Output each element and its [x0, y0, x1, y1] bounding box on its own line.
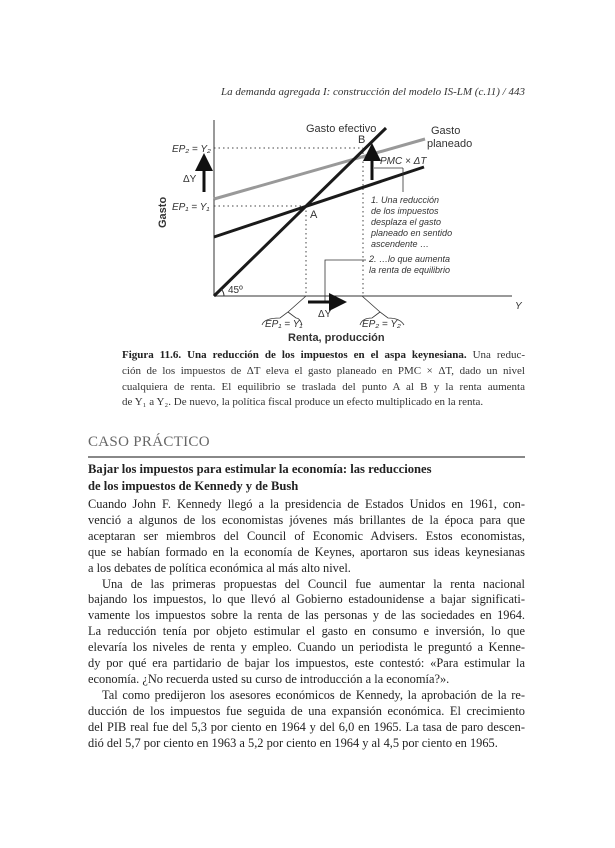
paragraph-2-line: economía. ¿No recuerda usted su curso de introducción a la economía?».	[88, 671, 450, 686]
paragraph-1-line: a los debates de política económica al más alto nivel.	[88, 560, 351, 575]
note2-line: la renta de equilibrio	[369, 265, 451, 275]
case-study-title: CASO PRÁCTICO	[88, 434, 210, 450]
actual-expenditure-label: Gasto efectivo	[306, 123, 377, 135]
note1-line: planeado en sentido	[371, 228, 453, 238]
body-text	[88, 497, 525, 752]
paragraph-2-line: La reducción tenía por objeto estimular el gasto en consumo e inversión, lo que	[88, 624, 525, 639]
paragraph-2-line: bajando los impuestos, lo que llevó al Gobierno estadounidense a bajar significati-	[88, 592, 525, 607]
note1-line: desplaza el gasto	[371, 217, 442, 227]
paragraph-3-line: del PIB real fue del 5,3 por ciento en 1964 y del 6,0 en 1965. La tasa de paro descen-	[88, 719, 525, 734]
subtitle-line: Bajar los impuestos para estimular la economía: las reducciones	[88, 462, 432, 476]
caption-line: ción de los impuestos de ΔT eleva el gasto planeado en PMC × ΔT, dado un nivel	[122, 364, 525, 377]
subtitle-line: de los impuestos de Kennedy y de Bush	[88, 479, 299, 493]
figure-caption	[122, 348, 525, 411]
caption-line: cualquiera de renta. El equilibrio se traslada del punto A al B y la renta aumenta	[122, 380, 525, 393]
planned-label-2: planeado	[427, 138, 473, 150]
shift-label: PMC × ΔT	[380, 156, 427, 167]
running-head: La demanda agregada I: construcción del modelo IS-LM (c.11) / 443	[221, 86, 525, 98]
paragraph-2-line: elevaría los niveles de renta y empleo. Cuando un periodista le preguntó a Kenne-	[88, 640, 525, 655]
caption-line: Una reduc-	[466, 349, 525, 361]
caption-label: Figura 11.6. Una reducción de los impuestos en el aspa keynesiana.	[122, 349, 467, 361]
planned-label-1: Gasto	[431, 125, 461, 137]
paragraph-1-line: venció a algunos de los economistas jóvenes más brillantes de la época para que	[88, 512, 525, 527]
paragraph-3-line: dió del 5,7 por ciento en 1963 a 5,2 por ciento en 1964 y al 4,5 por ciento en 1965.	[88, 735, 498, 750]
x-delta-y-label: ΔY	[318, 309, 332, 320]
x-ep2-label: EP₂ = Y₂	[362, 319, 401, 330]
angle-label: 45º	[228, 285, 243, 296]
note1-line: ascendente …	[371, 239, 430, 249]
angle-arc	[221, 289, 224, 296]
delta-y-label: ΔY	[183, 174, 197, 185]
paragraph-2-line: Una de las primeras propuestas del Council fue aumentar la renta nacional	[102, 576, 525, 591]
x-axis-var: Y	[515, 301, 522, 312]
note1-line: de los impuestos	[371, 206, 439, 216]
caption-line: de Y₁ a Y₂. De nuevo, la política fiscal produce un efecto multiplicado en la renta.	[122, 396, 484, 409]
x-axis-label: Renta, producción	[288, 332, 385, 344]
note2-line: 2. …lo que aumenta	[369, 254, 451, 264]
paragraph-3-line: Tal como predijeron los asesores económicos de Kennedy, la aprobación de la re-	[102, 687, 525, 702]
paragraph-1-line: aceptaran ser miembros del Council of Economic Advisers. Estos economistas,	[88, 528, 525, 543]
x-ep1-label: EP₁ = Y₁	[265, 319, 303, 330]
paragraph-2-line: vamente los impuestos sobre la renta de las personas y de las sociedades en 1964.	[88, 608, 525, 623]
case-study-divider	[88, 456, 525, 458]
paragraph-3-line: ducción de los impuestos fue seguida de una expansión económica. El crecimiento	[88, 703, 525, 718]
ep2-label: EP₂ = Y₂	[172, 144, 211, 155]
point-a-label: A	[310, 209, 318, 221]
paragraph-1-line: que se habían formado en la economía de Keynes, aportaron sus ideas keynesianas	[88, 544, 525, 559]
ep1-label: EP₁ = Y₁	[172, 202, 210, 213]
y-axis-label: Gasto	[157, 196, 169, 228]
actual-expenditure-line	[214, 128, 386, 296]
paragraph-2-line: dy por qué era partidario de bajar los impuestos, este contestó: «Para estimular la	[88, 656, 525, 671]
point-b-label: B	[358, 134, 366, 146]
case-study-subtitle	[88, 461, 525, 495]
paragraph-1-line: Cuando John F. Kennedy llegó a la presidencia de Estados Unidos en 1961, con-	[88, 497, 525, 511]
keynesian-cross-figure	[0, 0, 615, 350]
note1-line: 1. Una reducción	[371, 195, 440, 205]
